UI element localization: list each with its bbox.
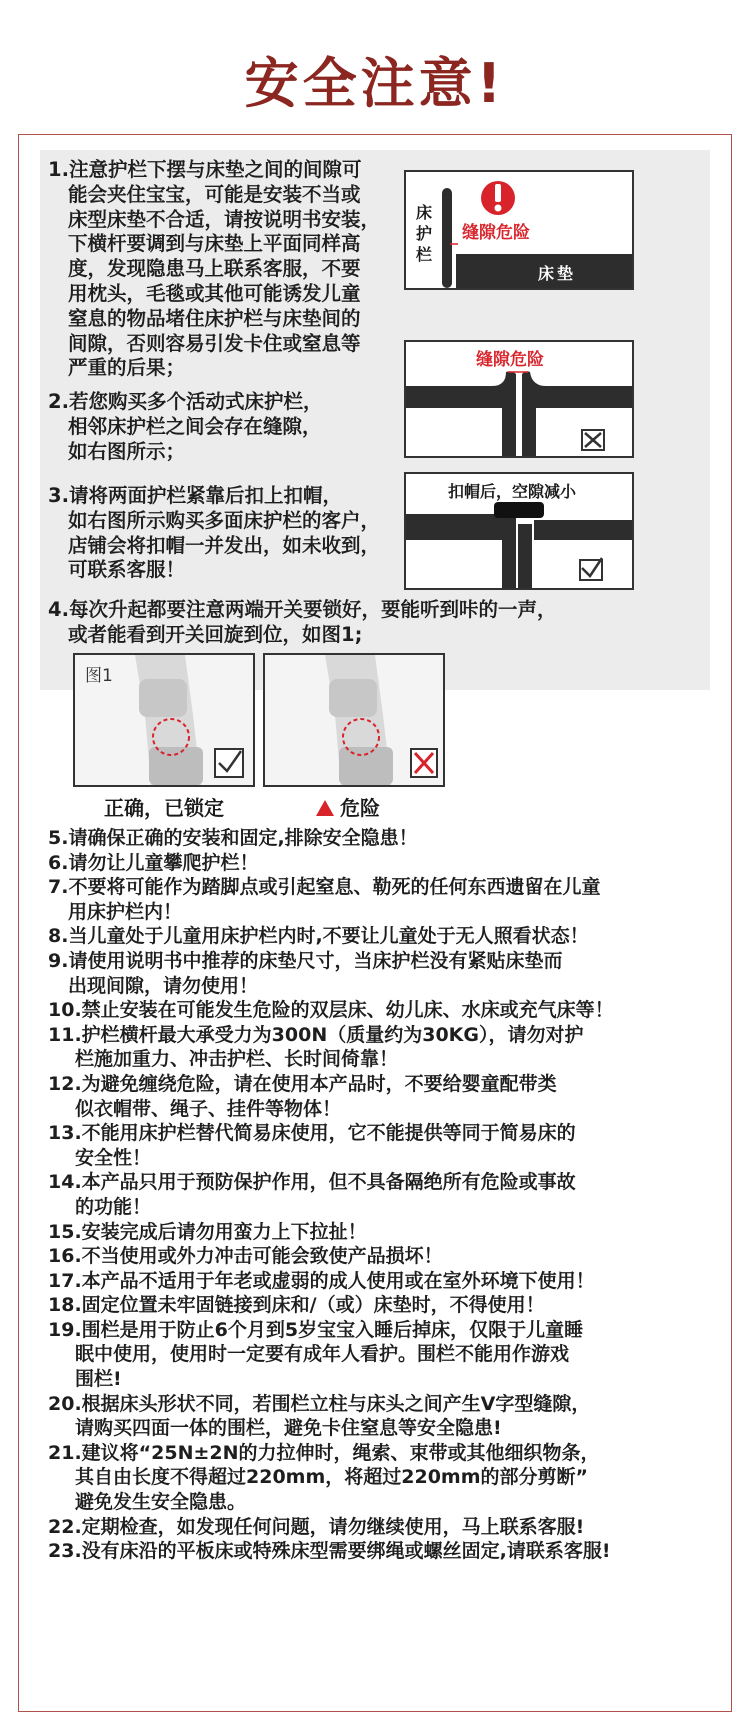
rail-post xyxy=(442,188,452,288)
gap-danger-figure xyxy=(404,170,634,290)
cap-figure xyxy=(404,472,634,590)
item-23: 23.没有床沿的平板床或特殊床型需要绑绳或螺丝固定,请联系客服! xyxy=(48,1540,611,1563)
item-4: 4.每次升起都要注意两端开关要锁好，要能听到咔的一声， 或者能看到开关回旋到位，如图1; xyxy=(48,598,557,646)
item-1: 1.注意护栏下摆与床垫之间的间隙可 能会夹住宝宝，可能是安装不当或 床型床垫不合适，请按说明书安装， 下横杆要调到与床垫上平面同样高 度，发现隐患马上联系客服，不要 用枕头，毛毯或其他可能诱发儿童 窒息的物品堵住床护栏与床垫间的 间隙，否则容易引发卡住或窒息等 严重的后果； xyxy=(48,158,381,380)
fig1-locked xyxy=(73,653,255,787)
item-21: 21.建议将“25N±2N的力拉伸时，绳索、束带或其他细织物条， xyxy=(48,1441,600,1464)
item-12: 12.为避免缠绕危险，请在使用本产品时，不要给婴童配带类 xyxy=(48,1072,557,1095)
item-11: 11.护栏横杆最大承受力为300N（质量约为30KG），请勿对护 xyxy=(48,1023,584,1046)
cap-shape xyxy=(494,502,544,518)
gap-warning-label: 缝隙危险 xyxy=(462,223,530,243)
item-20: 20.根据床头形状不同，若围栏立柱与床头之间产生V字型缝隙， xyxy=(48,1392,591,1415)
item-18: 18.固定位置未牢固链接到床和/（或）床垫时，不得使用！ xyxy=(48,1294,545,1317)
item-14: 14.本产品只用于预防保护作用，但不具备隔绝所有危险或事故 xyxy=(48,1171,576,1194)
item-22: 22.定期检查，如发现任何问题，请勿继续使用，马上联系客服! xyxy=(48,1515,585,1538)
rail-label: 床护栏 xyxy=(416,203,433,264)
item-19: 19.围栏是用于防止6个月到5岁宝宝入睡后掉床，仅限于儿童睡 xyxy=(48,1318,584,1341)
adjacent-warning-label: 缝隙危险 xyxy=(476,350,544,370)
items-5-23: 5.请确保正确的安装和固定,排除安全隐患！ 6.请勿让儿童攀爬护栏！ 7.不要将可能作为踏脚点或引起窒息、勒死的任何东西遗留在儿童 用床护栏内！ 8.当儿童处于儿童用床护栏内时,不要让儿童处于无人照看状态！ 9.请使用说明书中推荐的床垫尺寸，当床护栏没有紧贴床垫而 出现间隙，请勿使用！ 10.禁止安装在可能发生危险的双层床、幼儿床、水床或充气床等！ 11.护栏横杆最大承受力为300N（质量约为30KG），请勿对护 栏施加重力、冲击护栏、长时间倚靠！ 12.为避免缠绕危险，请在使用本产品时，不要给婴童配带类 似衣帽带、绳子、挂件等物体！ 13.不能用床护栏替代简易床使用，它不能提供等同于简易床的 安全性！ 14.本产品只用于预防保护作用，但不具备隔绝所有危险或事故 的功能！ 15.安装完成后请勿用蛮力上下拉扯！ 16.不当使用或外力冲击可能会致使产品损坏！ 17.本产品不适用于年老或虚弱的成人使用或在室外环境下使用！ 18.固定位置未牢固链接到床和/（或）床垫时，不得使用！ 19.围栏是用于防止6个月到5岁宝宝入睡后掉床，仅限于儿童睡 眠中使用，使用时一定要有成年人看护。围栏不能用作游戏 围栏! 20.根据床头形状不同，若围栏立柱与床头之间产生V字型缝隙， 请购买四面一体的围栏，避免卡住窒息等安全隐患! 21.建议将“25N±2N的力拉伸时，绳索、束带或其他细织物条， 其自由长度不得超过220mm，将超过220mm的部分剪断” 避免发生安全隐患。 22.定期检查，如发现任何问题，请勿继续使用，马上联系客服! 23.没有床沿的平板床或特殊床型需要绑绳或螺丝固定,请联系客服! xyxy=(48,827,614,1563)
item-8: 8.当儿童处于儿童用床护栏内时,不要让儿童处于无人照看状态！ xyxy=(48,925,589,948)
caption-locked: 正确，已锁定 xyxy=(104,796,224,820)
unlocked-switch-illustration xyxy=(265,655,443,785)
fig1-label: 图1 xyxy=(85,666,113,686)
caption-danger: 危险 xyxy=(316,792,380,821)
item-2: 2.若您购买多个活动式床护栏， 相邻床护栏之间会存在缝隙， 如右图所示； xyxy=(48,390,323,463)
cap-label: 扣帽后，空隙减小 xyxy=(448,482,577,501)
item-17: 17.本产品不适用于年老或虚弱的成人使用或在室外环境下使用！ xyxy=(48,1269,595,1292)
mattress-label: 床垫 xyxy=(538,264,577,283)
item-9: 9.请使用说明书中推荐的床垫尺寸，当床护栏没有紧贴床垫而 xyxy=(48,949,563,972)
item-15: 15.安装完成后请勿用蛮力上下拉扯！ xyxy=(48,1220,367,1243)
item-13: 13.不能用床护栏替代简易床使用，它不能提供等同于简易床的 xyxy=(48,1122,576,1145)
adjacent-gap-figure xyxy=(404,340,634,458)
page-title: 安全注意! xyxy=(244,52,506,115)
item-5: 5.请确保正确的安装和固定,排除安全隐患！ xyxy=(48,827,418,849)
warning-triangle-icon xyxy=(316,800,334,816)
item-3: 3.请将两面护栏紧靠后扣上扣帽， 如右图所示购买多面床护栏的客户， 店铺会将扣帽一并发出，如未收到， 可联系客服！ xyxy=(48,484,381,582)
item-7: 7.不要将可能作为踏脚点或引起窒息、勒死的任何东西遗留在儿童 xyxy=(48,876,601,899)
item-10: 10.禁止安装在可能发生危险的双层床、幼儿床、水床或充气床等！ xyxy=(48,999,614,1022)
fig1-danger xyxy=(263,653,445,787)
warning-exclamation-icon xyxy=(495,184,501,202)
item-16: 16.不当使用或外力冲击可能会致使产品损坏！ xyxy=(48,1245,443,1268)
item-6: 6.请勿让儿童攀爬护栏！ xyxy=(48,851,259,874)
